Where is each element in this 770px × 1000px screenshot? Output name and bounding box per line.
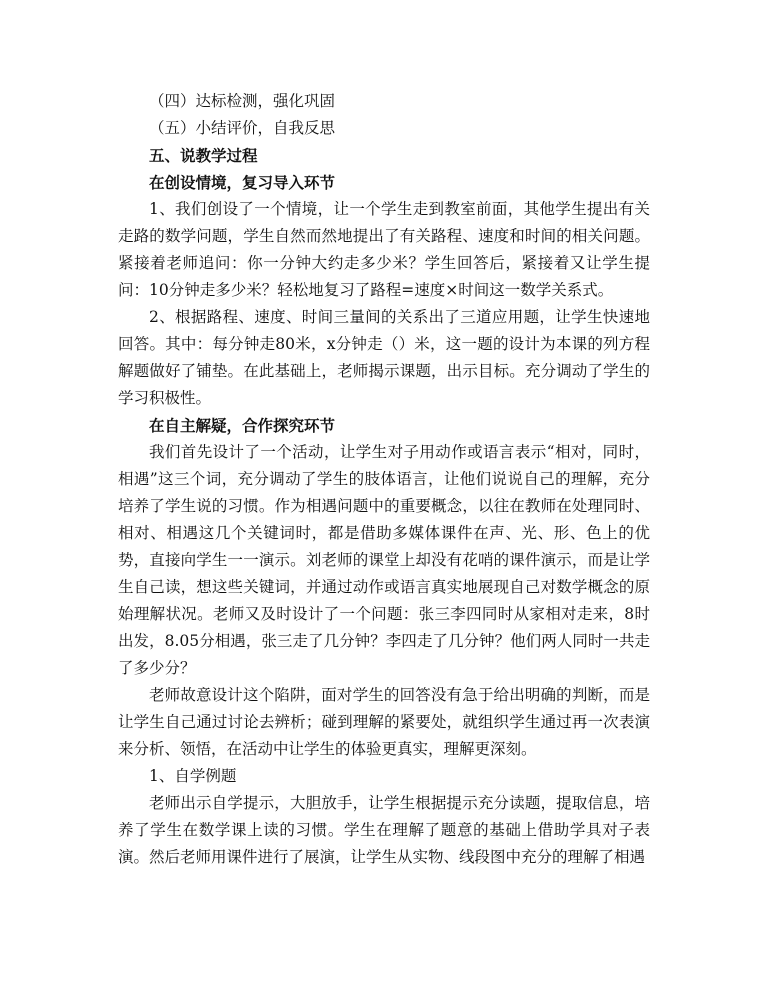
list-heading: 1、自学例题 (149, 767, 237, 785)
paragraph: 老师故意设计这个陷阱，面对学生的回答没有急于给出明确的判断，而是让学生自己通过讨论去辨析；碰到理解的紧要处，就组织学生通过再一次表演来分析、领悟，在活动中让学生的体验更真实，理解更深刻。 (118, 686, 650, 758)
paragraph: 1、我们创设了一个情境，让一个学生走到教室前面，其他学生提出有关走路的数学问题，学生自然而然地提出了有关路程、速度和时间的相关问题。紧接着老师追问：你一分钟大约走多少米？学生回答后，紧接着又让学生提问：10分钟走多少米？轻松地复习了路程=速度×时间这一数学关系式。 (118, 200, 650, 299)
subsection-heading-intro: 在创设情境，复习导入环节 (149, 173, 336, 192)
outline-item-5: （五）小结评价，自我反思 (149, 119, 336, 137)
paragraph: 我们首先设计了一个活动，让学生对子用动作或语言表示“相对，同时，相遇”这三个词，充分调动了学生的肢体语言，让他们说说自己的理解，充分培养了学生说的习惯。作为相遇问题中的重要概念，以往在教师在处理同时、相对、相遇这几个关键词时，都是借助多媒体课件在声、光、形、色上的优势，直接向学生一一演示。刘老师的课堂上却没有花哨的课件演示，而是让学生自己读，想这些关键词，并通过动作或语言真实地展现自己对数学概念的原始理解状况。老师又及时设计了一个问题：张三李四同时从家相对走来，8时出发，8.05分相遇，张三走了几分钟？李四走了几分钟？他们两人同时一共走了多少分？ (118, 443, 650, 677)
document-body (118, 88, 650, 871)
subsection-heading-explore: 在自主解疑，合作探究环节 (149, 416, 336, 435)
outline-item-4: （四）达标检测，强化巩固 (149, 92, 336, 110)
section-heading: 五、说教学过程 (149, 146, 258, 165)
paragraph: 2、根据路程、速度、时间三量间的关系出了三道应用题，让学生快速地回答。其中：每分钟走80米，x分钟走（）米，这一题的设计为本课的列方程解题做好了铺垫。在此基础上，老师揭示课题，出示目标。充分调动了学生的学习积极性。 (118, 308, 650, 407)
paragraph: 老师出示自学提示，大胆放手，让学生根据提示充分读题，提取信息，培养了学生在数学课上读的习惯。学生在理解了题意的基础上借助学具对子表演。然后老师用课件进行了展演，让学生从实物、线段图中充分的理解了相遇 (118, 794, 650, 866)
